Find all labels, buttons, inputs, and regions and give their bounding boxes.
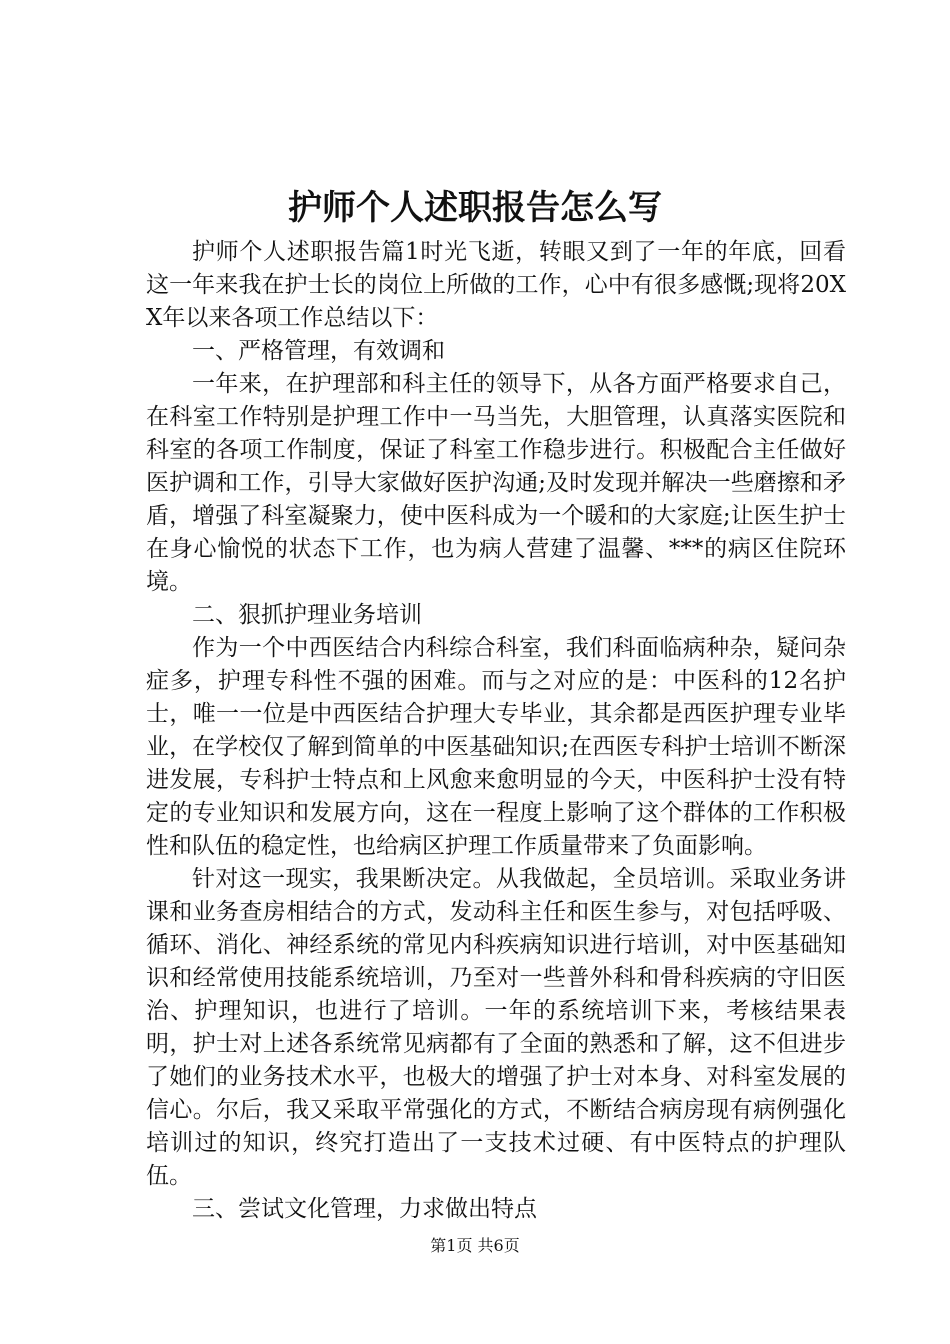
paragraph-intro: 护师个人述职报告篇1时光飞逝，转眼又到了一年的年底，回看这一年来我在护士长的岗位上所做的工作，心中有很多感慨;现将20XX年以来各项工作总结以下： <box>146 239 846 331</box>
section-heading-2: 二、狠抓护理业务培训 <box>192 602 422 628</box>
paragraph-training-actions: 针对这一现实，我果断决定。从我做起，全员培训。采取业务讲课和业务查房相结合的方式，发动科主任和医生参与，对包括呼吸、循环、消化、神经系统的常见内科疾病知识进行培训，对中医基础知识和经常使用技能系统培训，乃至对一些普外科和骨科疾病的守旧医治、护理知识，也进行了培训。一年的系统培训下来，考核结果表明，护士对上述各系统常见病都有了全面的熟悉和了解，这不但进步了她们的业务技术水平，也极大的增强了护士对本身、对科室发展的信心。尔后，我又采取平常强化的方式，不断结合病房现有病例强化培训过的知识，终究打造出了一支技术过硬、有中医特点的护理队伍。 <box>146 866 846 1189</box>
section-heading-1: 一、严格管理，有效调和 <box>192 338 445 364</box>
section-heading-3: 三、尝试文化管理，力求做出特点 <box>192 1196 537 1222</box>
document-title: 护师个人述职报告怎么写 <box>288 188 662 228</box>
paragraph-training-background: 作为一个中西医结合内科综合科室，我们科面临病种杂，疑问杂症多，护理专科性不强的困难。而与之对应的是：中医科的12名护士，唯一一位是中西医结合护理大专毕业，其余都是西医护理专业毕业，在学校仅了解到简单的中医基础知识;在西医专科护士培训不断深进发展，专科护士特点和上风愈来愈明显的今天，中医科护士没有特定的专业知识和发展方向，这在一程度上影响了这个群体的工作积极性和队伍的稳定性，也给病区护理工作质量带来了负面影响。 <box>146 635 846 859</box>
document-body <box>146 236 846 1226</box>
paragraph-management: 一年来，在护理部和科主任的领导下，从各方面严格要求自己，在科室工作特别是护理工作中一马当先，大胆管理，认真落实医院和科室的各项工作制度，保证了科室工作稳步进行。积极配合主任做好医护调和工作，引导大家做好医护沟通;及时发现并解决一些磨擦和矛盾，增强了科室凝聚力，使中医科成为一个暖和的大家庭;让医生护士在身心愉悦的状态下工作，也为病人营建了温馨、***的病区住院环境。 <box>146 371 846 595</box>
page-number: 第1页 共6页 <box>430 1236 520 1255</box>
